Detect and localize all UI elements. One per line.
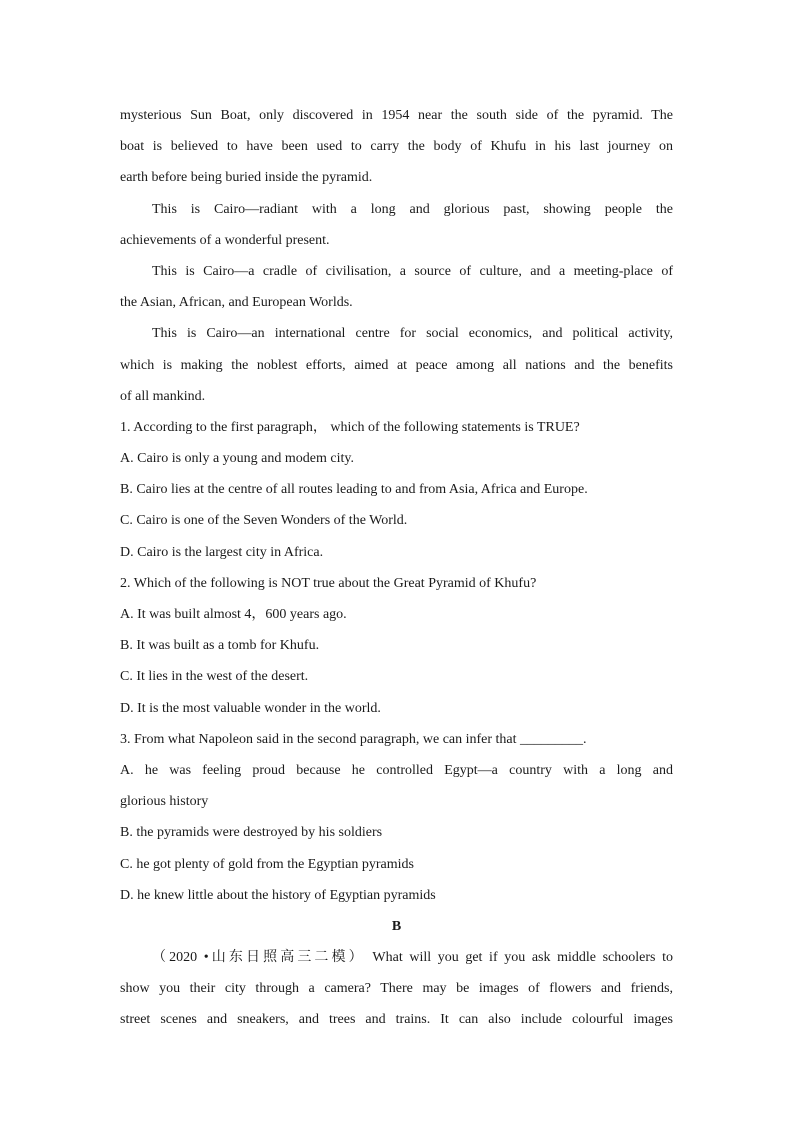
passage-line: which is making the noblest efforts, aimed at peace among all nations and the benefits [120, 357, 673, 373]
question-stem: 1. According to the first paragraph， which of the following statements is TRUE? [120, 419, 580, 435]
answer-option: C. It lies in the west of the desert. [120, 669, 309, 685]
answer-option: B. the pyramids were destroyed by his soldiers [120, 825, 383, 841]
passage-line: earth before being buried inside the pyramid. [120, 170, 373, 186]
answer-option: B. It was built as a tomb for Khufu. [120, 638, 320, 654]
passage-line: This is Cairo—an international centre for social economics, and political activity, [152, 326, 673, 342]
section-heading: B [391, 918, 402, 934]
passage-line: mysterious Sun Boat, only discovered in 1954 near the south side of the pyramid. The [120, 108, 673, 123]
passage-line: This is Cairo—radiant with a long and glorious past, showing people the [152, 201, 673, 217]
passage-line: of all mankind. [120, 388, 206, 404]
document-page [120, 100, 673, 1036]
answer-option: A. Cairo is only a young and modem city. [120, 451, 354, 467]
answer-option: C. Cairo is one of the Seven Wonders of the World. [120, 513, 408, 529]
answer-option: D. he knew little about the history of Egyptian pyramids [120, 887, 436, 903]
answer-option: A. It was built almost 4，600 years ago. [120, 607, 347, 622]
answer-option: D. It is the most valuable wonder in the world. [120, 700, 381, 716]
passage-line: （2020 •山东日照高三二模） What will you get if you ask middle schoolers to [152, 950, 673, 966]
passage-line: boat is believed to have been used to carry the body of Khufu in his last journey on [120, 139, 673, 155]
passage-line: show you their city through a camera? There may be images of flowers and friends, [120, 981, 673, 997]
question-stem: 3. From what Napoleon said in the second paragraph, we can infer that _________. [120, 731, 587, 747]
question-stem: 2. Which of the following is NOT true about the Great Pyramid of Khufu? [120, 575, 537, 591]
answer-option: B. Cairo lies at the centre of all routes leading to and from Asia, Africa and Europe. [120, 482, 588, 498]
passage-line: street scenes and sneakers, and trees and trains. It can also include colourful images [120, 1012, 673, 1028]
passage-line: This is Cairo—a cradle of civilisation, a source of culture, and a meeting-place of [152, 263, 673, 279]
passage-line: achievements of a wonderful present. [120, 232, 330, 248]
passage-line: the Asian, African, and European Worlds. [120, 295, 353, 311]
answer-option: C. he got plenty of gold from the Egyptian pyramids [120, 856, 414, 872]
answer-option-continued: glorious history [120, 794, 209, 810]
answer-option: A. he was feeling proud because he controlled Egypt—a country with a long and [120, 762, 673, 778]
answer-option: D. Cairo is the largest city in Africa. [120, 544, 324, 560]
